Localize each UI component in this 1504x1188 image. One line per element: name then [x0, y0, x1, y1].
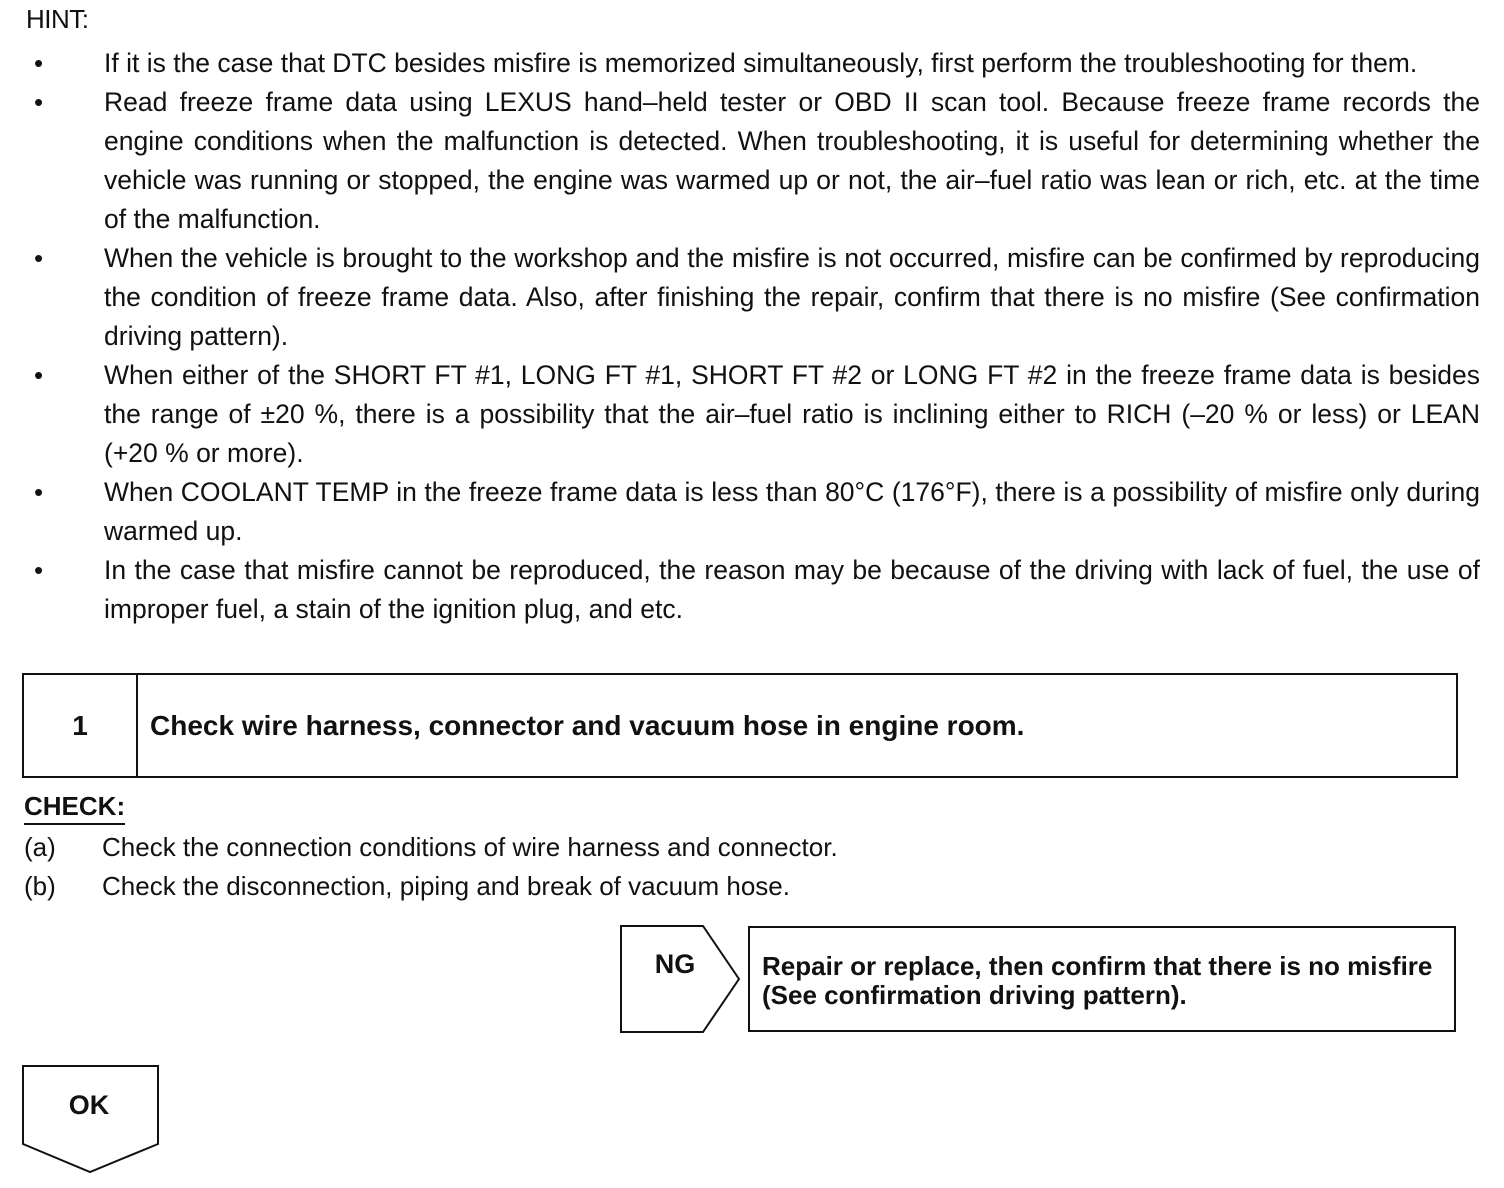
hint-item — [0, 473, 1480, 551]
check-item-label: (a) — [24, 832, 56, 862]
hint-item — [0, 356, 1480, 473]
hint-list — [0, 44, 1480, 629]
hint-item — [0, 44, 1480, 83]
check-item — [24, 867, 790, 906]
hint-text: If it is the case that DTC besides misfire is memorized simultaneously, first perform the troubleshooting for them. — [104, 48, 1418, 78]
ng-action-box: Repair or replace, then confirm that there is no misfire (See confirmation driving pattern). — [748, 926, 1456, 1032]
bullet-icon: • — [34, 243, 44, 273]
hint-item — [0, 83, 1480, 239]
ng-label: NG — [654, 949, 696, 979]
bullet-icon: • — [34, 555, 44, 585]
hint-item — [0, 551, 1480, 629]
step-title: Check wire harness, connector and vacuum hose in engine room. — [150, 710, 1025, 741]
hint-text: Read freeze frame data using LEXUS hand–held tester or OBD II scan tool. Because freeze frame records the engine conditions when the malfunction is detected. When troubleshooting, it is useful for determining whether the vehicle was running or stopped, the engine was warmed up or not, the air–fuel ratio was lean or rich, etc. at the time of the malfunction. — [104, 87, 1480, 234]
hint-label: HINT: — [26, 4, 89, 34]
check-heading: CHECK: — [24, 789, 125, 825]
check-item-label: (b) — [24, 871, 56, 901]
bullet-icon: • — [34, 87, 44, 117]
ok-label: OK — [68, 1090, 110, 1120]
step-box — [22, 673, 1458, 778]
check-item — [24, 828, 838, 867]
bullet-icon: • — [34, 477, 44, 507]
hint-text: When the vehicle is brought to the workshop and the misfire is not occurred, misfire can be confirmed by reproducing the condition of freeze frame data. Also, after finishing the repair, confirm that there is no misfire (See confirmation driving pattern). — [104, 243, 1480, 351]
hint-item — [0, 239, 1480, 356]
bullet-icon: • — [34, 360, 44, 390]
step-number: 1 — [24, 675, 138, 776]
hint-text: In the case that misfire cannot be reproduced, the reason may be because of the driving with lack of fuel, the use of improper fuel, a stain of the ignition plug, and etc. — [104, 555, 1480, 624]
hint-text: When COOLANT TEMP in the freeze frame data is less than 80°C (176°F), there is a possibility of misfire only during warmed up. — [104, 477, 1480, 546]
check-item-text: Check the connection conditions of wire harness and connector. — [102, 832, 838, 862]
hint-text: When either of the SHORT FT #1, LONG FT #1, SHORT FT #2 or LONG FT #2 in the freeze frame data is besides the range of ±20 %, there is a possibility that the air–fuel ratio is inclining either to RICH (–20 % or less) or LEAN (+20 % or more). — [104, 360, 1480, 468]
check-item-text: Check the disconnection, piping and break of vacuum hose. — [102, 871, 790, 901]
bullet-icon: • — [34, 48, 44, 78]
